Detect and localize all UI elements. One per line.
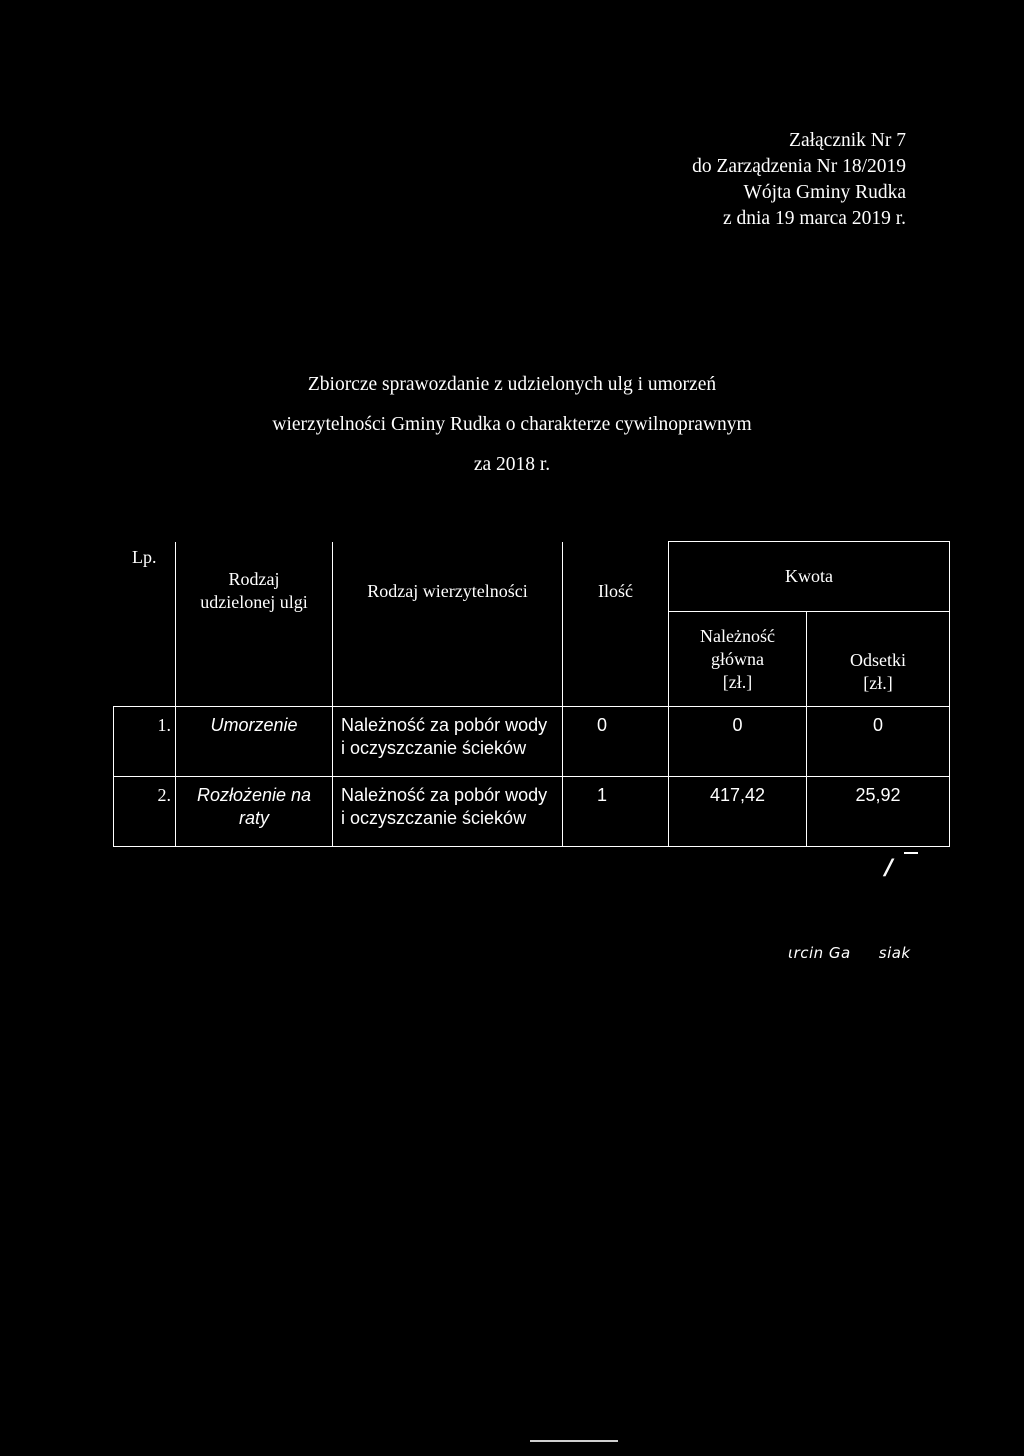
header-relief-type-line-1: Rodzaj	[228, 568, 280, 589]
issuer: Wójta Gminy Rudka	[743, 182, 906, 203]
header-amount	[669, 542, 950, 612]
table-row	[114, 777, 950, 847]
row-2-claim-type-line-1: Należność za pobór wody	[341, 785, 548, 805]
header-lp-label: Lp.	[132, 546, 157, 567]
report-title	[0, 365, 1024, 485]
table-row	[114, 707, 950, 777]
row-2-lp: 2.	[114, 777, 176, 847]
report-table	[113, 541, 950, 847]
row-1-quantity: 0	[563, 707, 669, 777]
row-1-principal: 0	[669, 707, 807, 777]
header-principal-line-3: [zł.]	[722, 671, 753, 692]
report-title-line-2: wierzytelności Gminy Rudka o charakterze cywilnoprawnym	[272, 414, 752, 435]
header-principal-line-1: Należność	[700, 625, 775, 646]
row-2-quantity: 1	[563, 777, 669, 847]
header-lp	[114, 542, 176, 707]
table-header-row	[114, 542, 950, 612]
attachment-number: Załącznik Nr 7	[789, 130, 906, 151]
header-interest-line-2: [zł.]	[863, 673, 893, 693]
header-quantity-label: Ilość	[598, 580, 633, 601]
row-2-relief-type	[176, 777, 333, 847]
attachment-header	[576, 128, 906, 232]
header-relief-type-line-2: udzielonej ulgi	[200, 591, 308, 612]
row-1-relief-type: Umorzenie	[176, 707, 333, 777]
row-1-lp: 1.	[114, 707, 176, 777]
signature	[788, 944, 911, 962]
header-interest	[807, 612, 950, 707]
header-principal	[669, 612, 807, 707]
row-2-principal: 417,42	[669, 777, 807, 847]
ordinance-date: z dnia 19 marca 2019 r.	[722, 208, 906, 229]
report-title-line-1: Zbiorcze sprawozdanie z udzielonych ulg i umorzeń	[307, 374, 717, 395]
row-1-claim-type	[333, 707, 563, 777]
header-claim-type-label: Rodzaj wierzytelności	[367, 580, 528, 601]
header-amount-label: Kwota	[785, 566, 833, 586]
header-interest-line-1: Odsetki	[850, 650, 906, 670]
row-1-interest: 0	[807, 707, 950, 777]
row-1-claim-type-line-2: i oczyszczanie ścieków	[341, 738, 527, 758]
report-period: za 2018 r.	[473, 454, 551, 475]
header-claim-type	[333, 542, 563, 707]
signature-stroke	[904, 852, 918, 854]
signature-part-2: siak	[878, 944, 911, 962]
row-2-relief-type-line-2: raty	[238, 808, 269, 828]
bottom-divider	[530, 1440, 618, 1442]
signature-part-1: ιrcin Ga	[788, 944, 851, 962]
row-2-claim-type-line-2: i oczyszczanie ścieków	[341, 808, 527, 828]
header-quantity	[563, 542, 669, 707]
header-principal-line-2: główna	[711, 648, 764, 669]
row-2-interest: 25,92	[807, 777, 950, 847]
signature-mark: //	[884, 853, 887, 882]
row-2-claim-type	[333, 777, 563, 847]
row-1-claim-type-line-1: Należność za pobór wody	[341, 715, 548, 735]
row-2-relief-type-line-1: Rozłożenie na	[196, 785, 312, 805]
header-relief-type	[176, 542, 333, 707]
ordinance-reference: do Zarządzenia Nr 18/2019	[692, 156, 906, 177]
